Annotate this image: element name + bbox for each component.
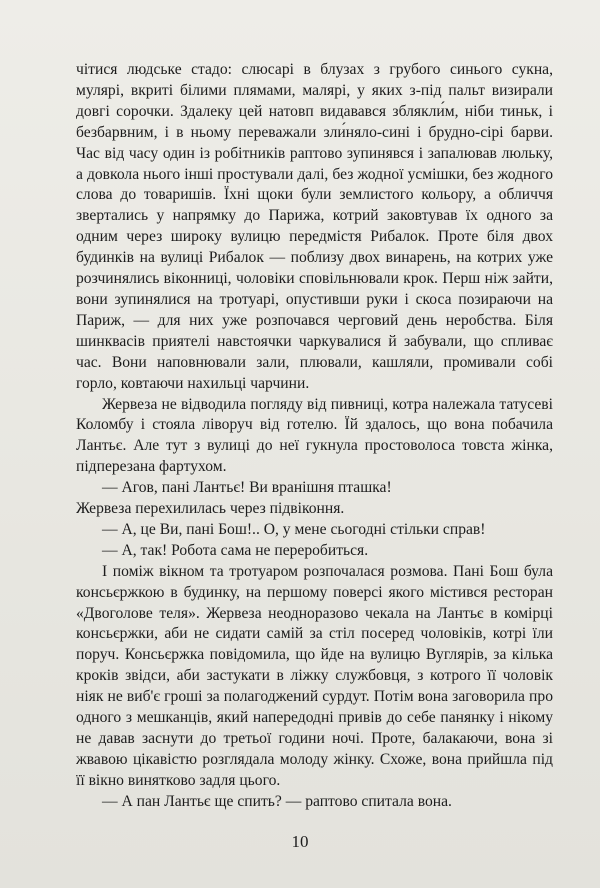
paragraph-4: І поміж вікном та тротуаром розпочалася розмова. Пані Бош була консьєржкою в будинку, на першому поверсі якого містився ресторан «Двоголове теля». Жервеза неодноразово чекала на Лантьє в комірці консьєржки, аби не сидати самій за стіл посеред чоловіків, котрі їли поруч. Консьєржка повідомила, що йде на вулицю Вуглярів, за кілька кроків звідси, аби застукати в ліжку службовця, з котрого її чоловік ніяк не виб'є гроші за полагоджений сурдут. Потім вона заговорила про одного з мешканців, який напередодні привів до себе панянку і нікому не давав заснути до третьої години ночі. Проте, балакаючи, вона зі жвавою цікавістю розглядала молоду жінку. Схоже, вона прийшла під її вікно винятково задля цього. — [76, 562, 553, 789]
dialogue-line-3: — А, так! Робота сама не переробиться. — [102, 541, 369, 559]
paragraph-3: Жервеза перехилилась через підвіконня. — [76, 500, 345, 518]
page-number: 10 — [291, 832, 309, 851]
dialogue-line-2: — А, це Ви, пані Бош!.. О, у мене сьогодні стільки справ! — [102, 520, 486, 538]
paragraph-2: Жервеза не відводила погляду від пивниці, котра належала татусеві Коломбу і стояла ліворуч від готелю. Їй здалось, що вона побачила Лантьє. Але тут з вулиці до неї гукнула простоволоса товста жінка, підперезана фартухом. — [76, 395, 553, 476]
body-text — [76, 60, 553, 813]
dialogue-line-1: — Агов, пані Лантьє! Ви вранішня пташка! — [102, 479, 392, 497]
paragraph-1: чітися людське стадо: слюсарі в блузах з грубого синього сукна, мулярі, вкриті білими плямами, малярі, у яких з-під пальт визирали довгі сорочки. Здалеку цей натовп видавався зблякли́м, ніби тиньк, і безбарвним, і в ньому переважали зли́нялo-сині і брудно-сірі барви. Час від часу один із робітників раптово зупинявся і запалював люльку, а довкола нього інші простували далі, без жодної усмішки, без жодного слова до товаришів. Їхні щоки були землистого кольору, а обличчя звертались у напрямку до Парижа, котрий заковтував їх одного за одним через широку вулицю передмістя Рибалок. Проте біля двох будинків на вулиці Рибалок — поблизу двох винарень, на котрих уже розчинялись віконниці, чоловіки сповільнювали крок. Перш ніж зайти, вони зупинялися на тротуарі, опустивши руки і скоса позираючи на Париж, — для них уже розпочався черговий день неробства. Біля шинквасів приятелі навстоячки чаркувалися й забували, що спливає час. Вони наповнювали зали, плювали, кашляли, промивали собі горло, ковтаючи нахильці чарчини. — [76, 61, 553, 392]
dialogue-line-4: — А пан Лантьє ще спить? — раптово спитала вона. — [102, 792, 452, 810]
